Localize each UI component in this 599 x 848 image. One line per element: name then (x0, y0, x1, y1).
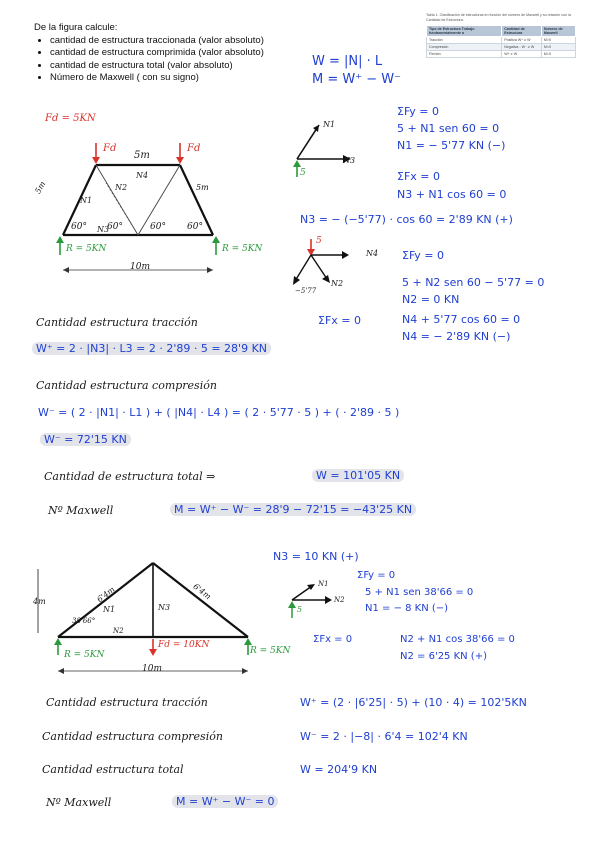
table-cell: Positiva W⁺ ≥ W (502, 37, 542, 44)
node1-n3-label: N3 (343, 156, 356, 165)
node3-eq: 5 + N1 sen 38'66 = 0 (365, 587, 474, 598)
truss2-height: 4m (33, 597, 46, 606)
calc1-compresion-result: W⁻ = 72'15 KN (40, 433, 131, 446)
truss1-n2-label: N2 (115, 183, 128, 192)
formula-maxwell: M = W⁺ − W⁻ (312, 72, 401, 87)
node2-eq: ΣFx = 0 (318, 314, 361, 327)
truss2-diag-left: 6'4m (95, 584, 117, 605)
node3-eq: ΣFx = 0 (313, 634, 353, 645)
table-cell: M<0 (541, 44, 575, 51)
truss1-span: 10m (130, 262, 150, 272)
truss2-reaction: R = 5KN (250, 646, 291, 656)
node3-load-label: 5 (297, 605, 303, 614)
node1-eq: ΣFx = 0 (397, 170, 440, 183)
node2-eq: N4 = − 2'89 KN (−) (402, 330, 511, 343)
calc1-total-label: Cantidad de estructura total ⇒ (44, 470, 216, 483)
truss1-angle: 60° (107, 222, 123, 232)
truss1-right-length: 5m (196, 183, 209, 192)
table-cell: Tracción (427, 37, 502, 44)
node2-n2-label: N2 (331, 279, 344, 288)
table-cell: Negativa - W⁻ ≥ W (502, 44, 542, 51)
calc2-traccion: W⁺ = (2 · |6'25| · 5) + (10 · 4) = 102'5KN (300, 696, 527, 709)
node1-eq: N1 = − 5'77 KN (−) (397, 139, 506, 152)
node3-eq: N1 = − 8 KN (−) (365, 603, 449, 614)
truss1-n3-label: N3 (97, 225, 110, 234)
truss2-reaction: R = 5KN (64, 650, 105, 660)
calc2-compresion: W⁻ = 2 · |−8| · 6'4 = 102'4 KN (300, 730, 468, 743)
truss1-diagram (30, 135, 280, 285)
instructions (34, 22, 324, 85)
table-cell: M>0 (541, 37, 575, 44)
calc1-maxwell: M = W⁺ − W⁻ = 28'9 − 72'15 = −43'25 KN (170, 503, 416, 516)
calc1-total: W = 101'05 KN (312, 469, 404, 482)
classification-table (426, 13, 576, 58)
instruction-item: • cantidad de estructura comprimida (valor absoluto) (50, 47, 324, 60)
truss1-top-length: 5m (134, 150, 150, 161)
table-header: Cantidad de Estructura (502, 26, 542, 37)
instruction-item: • cantidad de estructura total (valor absoluto) (50, 60, 324, 73)
truss1-reaction: R = 5KN (222, 244, 263, 254)
calc2-compresion-label: Cantidad estructura compresión (42, 730, 223, 743)
truss2-diag-right: 6'4m (191, 581, 213, 602)
node2-eq: N2 = 0 KN (402, 293, 460, 306)
table-cell: Compresión (427, 44, 502, 51)
node3-eq: ΣFy = 0 (357, 570, 396, 581)
table-caption: Tabla 1. Clasificación de estructuras en función del número de Maxwell y su relación con la Cantidad de Estructura. (426, 13, 571, 22)
truss1-force-label: Fd = 5KN (45, 113, 96, 124)
node1-eq: ΣFy = 0 (397, 105, 439, 118)
truss1-n4-label: N4 (136, 171, 149, 180)
node1-eq: N3 + N1 cos 60 = 0 (397, 188, 507, 201)
node2-eq: 5 + N2 sen 60 − 5'77 = 0 (402, 276, 545, 289)
node1-eq: N3 = − (−5'77) · cos 60 = 2'89 KN (+) (300, 213, 513, 226)
calc2-total-label: Cantidad estructura total (42, 763, 184, 776)
truss2-diagram (30, 555, 290, 680)
calc2-traccion-label: Cantidad estructura tracción (46, 696, 208, 709)
calc1-compresion-expr: W⁻ = ( 2 · |N1| · L1 ) + ( |N4| · L4 ) = ( 2 · 5'77 · 5 ) + ( · 2'89 · 5 ) (38, 406, 400, 419)
node3-n2-label: N2 (334, 596, 345, 604)
truss2-angle: 38'66° (72, 617, 96, 625)
table-cell: W+ ≠ W (502, 51, 542, 58)
calc2-maxwell: M = W⁺ − W⁻ = 0 (172, 795, 278, 808)
truss1-fd-label: Fd (103, 143, 117, 154)
node2-eq: ΣFy = 0 (402, 249, 444, 262)
instructions-intro: De la figura calcule: (34, 22, 118, 33)
truss2-span: 10m (142, 664, 162, 674)
node3-n1-label: N1 (318, 580, 329, 588)
node3-n3-result: N3 = 10 KN (+) (273, 550, 359, 563)
truss1-angle: 60° (150, 222, 166, 232)
node2-bar-label: −5'77 (295, 287, 317, 295)
node3-eq: N2 + N1 cos 38'66 = 0 (400, 634, 515, 645)
calc1-traccion: W⁺ = 2 · |N3| · L3 = 2 · 2'89 · 5 = 28'9 KN (32, 342, 271, 355)
calc1-compresion-label: Cantidad estructura compresión (36, 379, 217, 392)
calc1-maxwell-label: Nº Maxwell (48, 504, 114, 517)
calc2-total: W = 204'9 KN (300, 763, 378, 776)
truss2-load: Fd = 10KN (158, 640, 210, 650)
instruction-item: • cantidad de estructura traccionada (valor absoluto) (50, 35, 324, 48)
truss1-left-length: 5m (33, 179, 48, 196)
truss2-n3-label: N3 (158, 603, 171, 612)
node2-eq: N4 + 5'77 cos 60 = 0 (402, 313, 521, 326)
table-cell: Flexión (427, 51, 502, 58)
node2-load-label: 5 (316, 236, 322, 246)
table-header: Tipo de Estructura Trabajo fundamentalmente a (427, 26, 502, 37)
node1-load-label: 5 (300, 168, 306, 178)
truss1-fd-label: Fd (187, 143, 201, 154)
calc2-maxwell-label: Nº Maxwell (46, 796, 112, 809)
table-header: Número de Maxwell (541, 26, 575, 37)
instruction-item: • Número de Maxwell ( con su signo) (50, 72, 324, 85)
node1-n1-label: N1 (323, 120, 336, 129)
node2-n4-label: N4 (366, 249, 379, 258)
formula-w: W = |N| · L (312, 54, 383, 69)
truss1-angle: 60° (71, 222, 87, 232)
truss1-angle: 60° (187, 222, 203, 232)
truss2-n2-label: N2 (113, 627, 124, 635)
table-cell: M=0 (541, 51, 575, 58)
truss1-reaction: R = 5KN (66, 244, 107, 254)
truss2-n1-label: N1 (103, 605, 116, 614)
node3-eq: N2 = 6'25 KN (+) (400, 651, 487, 662)
node1-eq: 5 + N1 sen 60 = 0 (397, 122, 500, 135)
truss1-n1-label: N1 (80, 196, 93, 205)
calc1-traccion-label: Cantidad estructura tracción (36, 316, 198, 329)
